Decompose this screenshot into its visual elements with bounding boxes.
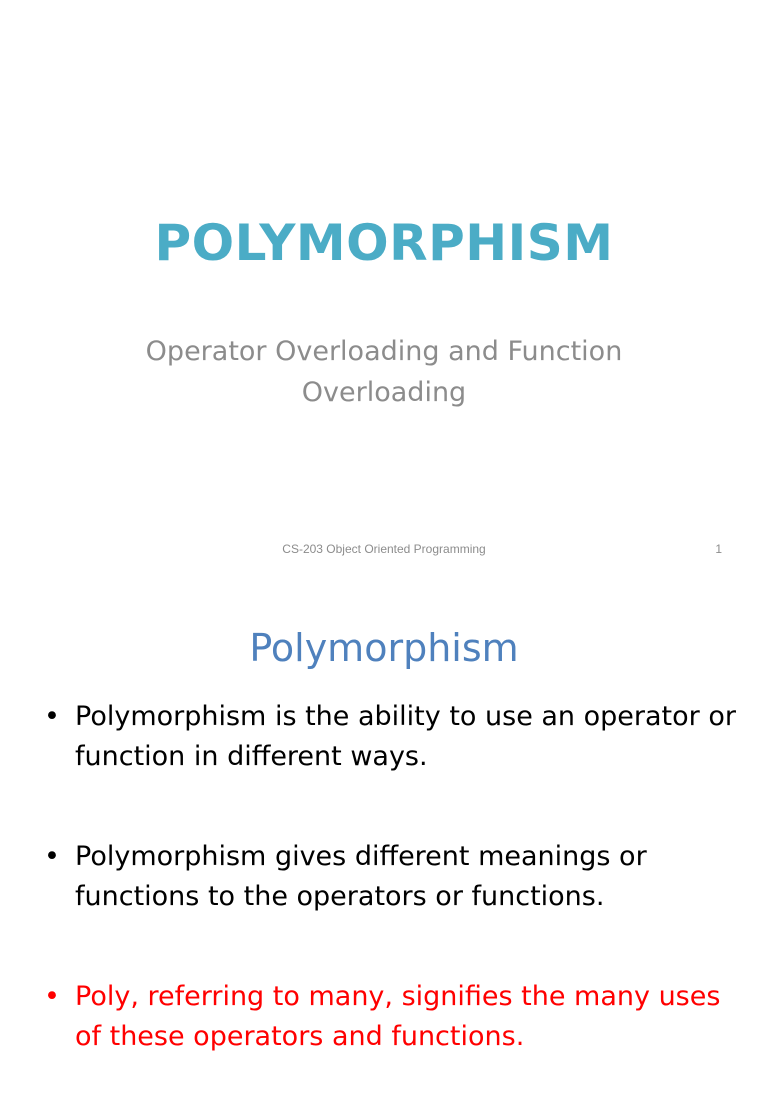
- slide-subtitle: Operator Overloading and Function Overloading: [145, 336, 623, 408]
- slide-title: Polymorphism: [249, 626, 519, 670]
- slide-number: 1: [715, 542, 722, 556]
- bullet-icon: •: [44, 701, 60, 732]
- slide-title: POLYMORPHISM: [154, 214, 614, 272]
- bullet-item-highlighted: [44, 977, 744, 1057]
- slide-2: [0, 576, 768, 1052]
- bullet-icon: •: [44, 981, 60, 1012]
- bullet-text: Polymorphism is the ability to use an operator or function in different ways.: [75, 701, 736, 772]
- bullet-item: [44, 837, 744, 917]
- bullet-text: Poly, referring to many, signifies the many uses of these operators and functions.: [75, 981, 721, 1052]
- bullet-list: [44, 697, 744, 1117]
- bullet-icon: •: [44, 841, 60, 872]
- bullet-text: Polymorphism gives different meanings or functions to the operators or functions.: [75, 841, 647, 912]
- bullet-item: [44, 697, 744, 777]
- slide-footer: CS-203 Object Oriented Programming: [282, 542, 486, 556]
